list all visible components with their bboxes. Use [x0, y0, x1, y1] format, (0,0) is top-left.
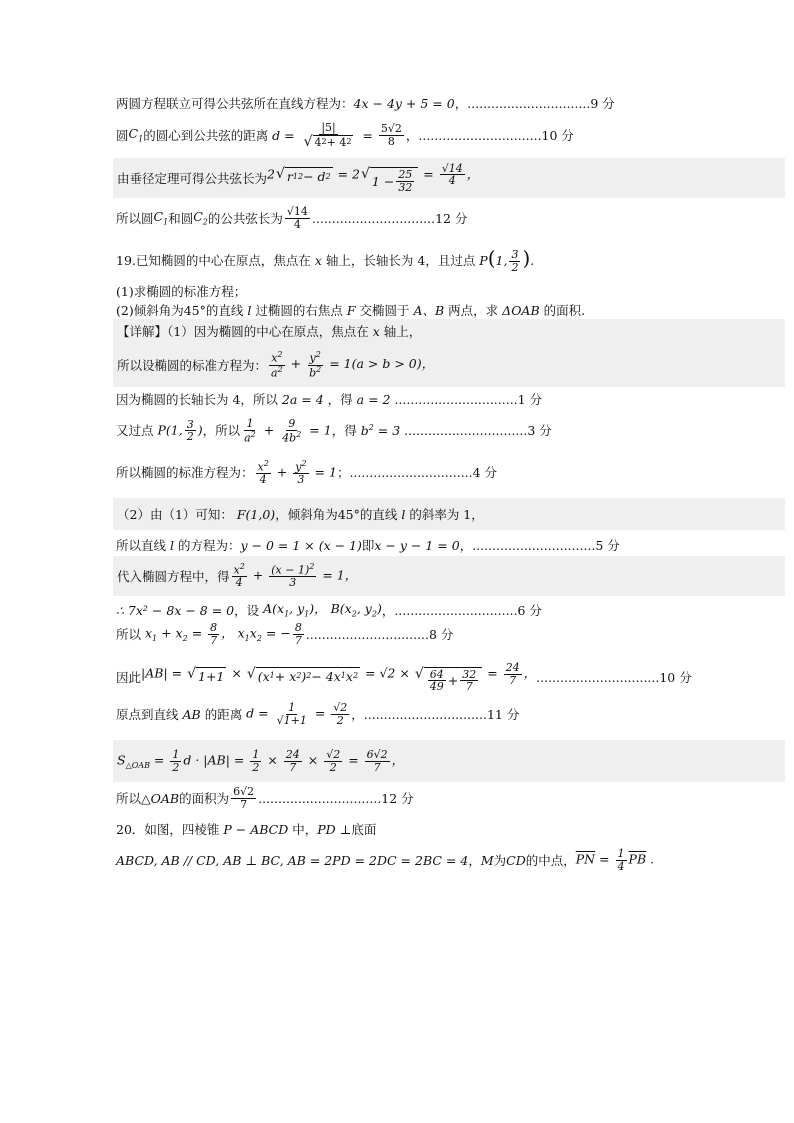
line-vieta: [116, 622, 453, 646]
math: $\overline{PN}$ = $\frac{1}{4}$ $\overline{PB}$ .: [575, 847, 655, 873]
score-dots: ...............................3 分: [404, 423, 552, 439]
text: 所以设椭圆的标准方程为：: [117, 357, 268, 373]
math: |AB| = √ 1+1 × √ (x 1 + x 2 ) 2 − 4x 1 x 2 = √2 × √ $\frac{64}{49}$ + $\frac{32}{7}$ = $\frac{24}{7}$ ，: [141, 661, 537, 694]
text: 的方程为：: [177, 538, 241, 553]
text: 的斜率为 1，: [409, 506, 484, 522]
text: ，得: [331, 423, 357, 439]
math: $\frac{x^2}{4}$ + $\frac{y^2}{3}$ = 1: [257, 459, 337, 487]
math: =: [358, 127, 377, 143]
equation: ABCD, AB // CD, AB ⊥ BC, AB = 2PD = 2DC = 2BC = 4: [116, 852, 469, 868]
text: 的圆心到公共弦的距离: [143, 127, 269, 143]
line-area-formula: [113, 740, 785, 782]
score-dots: ，...............................5 分: [459, 538, 620, 553]
fraction: $\frac{5√2}{8}$: [380, 122, 402, 148]
math: P − ABCD: [219, 822, 293, 837]
score-dots: ...............................12 分: [311, 210, 468, 226]
line-area-result: [116, 786, 414, 810]
equation: 4x − 4y + 5 = 0: [353, 96, 455, 111]
text: ，设: [234, 602, 260, 618]
problem-19-part-1: [116, 284, 246, 299]
line-origin-distance: [116, 702, 519, 726]
math: $S_{\triangle OAB}$ = $\frac{1}{2}$ d · |AB| = $\frac{1}{2}$ × $\frac{24}{7}$ × $\frac{√2}{2}$ = $\frac{6√2}{7}$ ，: [117, 747, 405, 774]
line-part-2-start: [113, 498, 785, 530]
text: 两点，求: [448, 303, 499, 318]
text: 所以椭圆的标准方程为：: [116, 465, 254, 481]
score-dots: ...............................1 分: [394, 392, 543, 407]
score-dots: ...............................10 分: [536, 669, 692, 685]
text: 为: [493, 852, 507, 868]
text: 【详解】（1）因为椭圆的中心在原点，焦点在: [117, 323, 369, 339]
line-ellipse-form: [113, 343, 785, 387]
math: ΔOAB: [498, 303, 544, 318]
math: CD: [506, 852, 526, 868]
problem-19-part-2: [116, 303, 585, 318]
math: $A(x_1$, $y_1$)， $B(x_2$, $y_2$): [259, 601, 382, 619]
equation: x − y − 1 = 0: [374, 538, 460, 553]
text: 轴上，: [383, 323, 422, 339]
text: 所以: [116, 626, 142, 642]
text: 的面积为: [179, 790, 230, 806]
score-dots: ，...............................10 分: [405, 127, 574, 143]
text: 因为椭圆的长轴长为 4，所以: [116, 392, 278, 407]
score-dots: ，...............................6 分: [381, 602, 542, 618]
text: 的公共弦长为: [207, 210, 283, 226]
text: 的距离: [204, 706, 243, 722]
math: F: [342, 303, 360, 318]
math: $b^2 = 3$: [356, 423, 405, 439]
text: 两圆方程联立可得公共弦所在直线方程为：: [116, 96, 354, 111]
math: a = 2: [352, 392, 395, 407]
score-dots: ...............................12 分: [258, 790, 414, 806]
text: 因此: [116, 669, 142, 685]
math: P(1, $\frac{3}{2}$ ): [153, 417, 203, 444]
text: 过椭圆的右焦点: [255, 303, 343, 318]
math: △OAB: [141, 790, 180, 806]
math: M: [480, 852, 494, 868]
math: 2a = 4: [277, 392, 328, 407]
math: $\frac{1}{a^2}$ + $\frac{9}{4b^2}$ = 1: [244, 417, 332, 445]
line-major-axis: [116, 392, 542, 407]
line-chord-distance: [116, 122, 574, 149]
line-substitute: [113, 556, 785, 596]
text: 代入椭圆方程中，得: [117, 568, 230, 584]
text: 轴上，长轴长为 4，且过点: [325, 253, 476, 269]
text: 所以直线: [116, 538, 167, 553]
text: (1)求椭圆的标准方程；: [116, 284, 247, 299]
fraction: |5| √ 4 2 + 4 2: [303, 121, 352, 150]
text: 交椭圆于: [359, 303, 410, 318]
text: ，所以: [202, 423, 241, 439]
problem-20-statement: [116, 822, 376, 837]
math: l: [243, 303, 256, 318]
text: 由垂径定理可得公共弦长为: [117, 170, 268, 186]
text: 原点到直线: [116, 706, 179, 722]
math: x: [368, 323, 384, 339]
text: 又过点: [116, 423, 154, 439]
math: F(1,0): [232, 506, 276, 522]
equation: y − 0 = 1 × (x − 1): [240, 538, 362, 553]
line-chord-ab: [116, 662, 692, 693]
line-chord-length: [113, 158, 785, 198]
math: x: [310, 253, 326, 269]
math: P(1, $\frac{3}{2}$ ).: [475, 246, 535, 274]
text: ，倾斜角为: [275, 506, 338, 522]
fraction: $\frac{√14}{4}$: [286, 205, 308, 231]
text: 中，: [292, 822, 318, 837]
text: ，得: [327, 392, 353, 407]
line-chord-result: [116, 206, 467, 230]
text: 圆: [116, 127, 129, 143]
math: $x_1 + x_2$ = $\frac{8}{7}$ ， $x_1x_2$ = − $\frac{8}{7}$: [141, 621, 302, 647]
math: d =: [268, 127, 299, 143]
text: ，: [468, 852, 481, 868]
math: $C_1$: [153, 209, 169, 227]
text: (2)倾斜角为: [116, 303, 184, 318]
text: 所以: [116, 790, 142, 806]
line-quadratic: [116, 601, 542, 619]
score-dots: ，...............................11 分: [351, 706, 520, 722]
problem-19-statement: [116, 248, 534, 274]
text: 的直线: [205, 303, 244, 318]
equation: ∴ 7x² − 8x − 8 = 0: [116, 602, 235, 618]
math: A、B: [409, 303, 449, 318]
math: $\frac{x^2}{a^2}$ + $\frac{y^2}{b^2}$ = 1(a > b > 0)，: [271, 350, 435, 380]
solution-heading: [113, 319, 785, 343]
text: 即: [361, 538, 375, 553]
math: l: [397, 506, 410, 522]
line-standard-equation: [116, 460, 497, 486]
line-through-point: [116, 418, 552, 444]
text: 和圆: [168, 210, 194, 226]
text: 20．如图，四棱锥: [116, 822, 220, 837]
text: 的面积.: [543, 303, 586, 318]
text: （2）由（1）可知：: [117, 506, 233, 522]
text: 的直线: [359, 506, 398, 522]
text: 底面: [351, 822, 377, 837]
math: d = $\frac{1}{√1+1}$ = $\frac{√2}{2}$: [242, 701, 348, 727]
math: $\frac{x^2}{4}$ + $\frac{(x - 1)^2}{3}$ = 1，: [233, 562, 358, 590]
math: 45°: [183, 303, 206, 318]
math: PD ⊥: [317, 822, 352, 837]
math: AB: [178, 706, 205, 722]
score-dots: ...............................8 分: [305, 626, 454, 642]
math: $C_2$: [193, 209, 208, 227]
line-common-chord-equation: [116, 96, 615, 111]
text: 的中点，: [525, 852, 576, 868]
score-dots: ，...............................9 分: [454, 96, 615, 111]
fraction: $\frac{6√2}{7}$: [233, 785, 255, 811]
text: 所以圆: [116, 210, 154, 226]
line-line-equation: [116, 538, 620, 553]
math: l: [166, 538, 178, 553]
problem-20-conditions: [116, 848, 654, 872]
math: $C_1$: [128, 126, 144, 144]
math: 2 √ r 1 2 − d 2 = 2 √ 1 − $\frac{25}{32}$ = $\frac{√14}{4}$ ，: [267, 161, 480, 194]
math: 45°: [337, 506, 360, 522]
score-dots: ；...............................4 分: [336, 465, 498, 481]
text: 19.已知椭圆的中心在原点，焦点在: [116, 253, 311, 269]
